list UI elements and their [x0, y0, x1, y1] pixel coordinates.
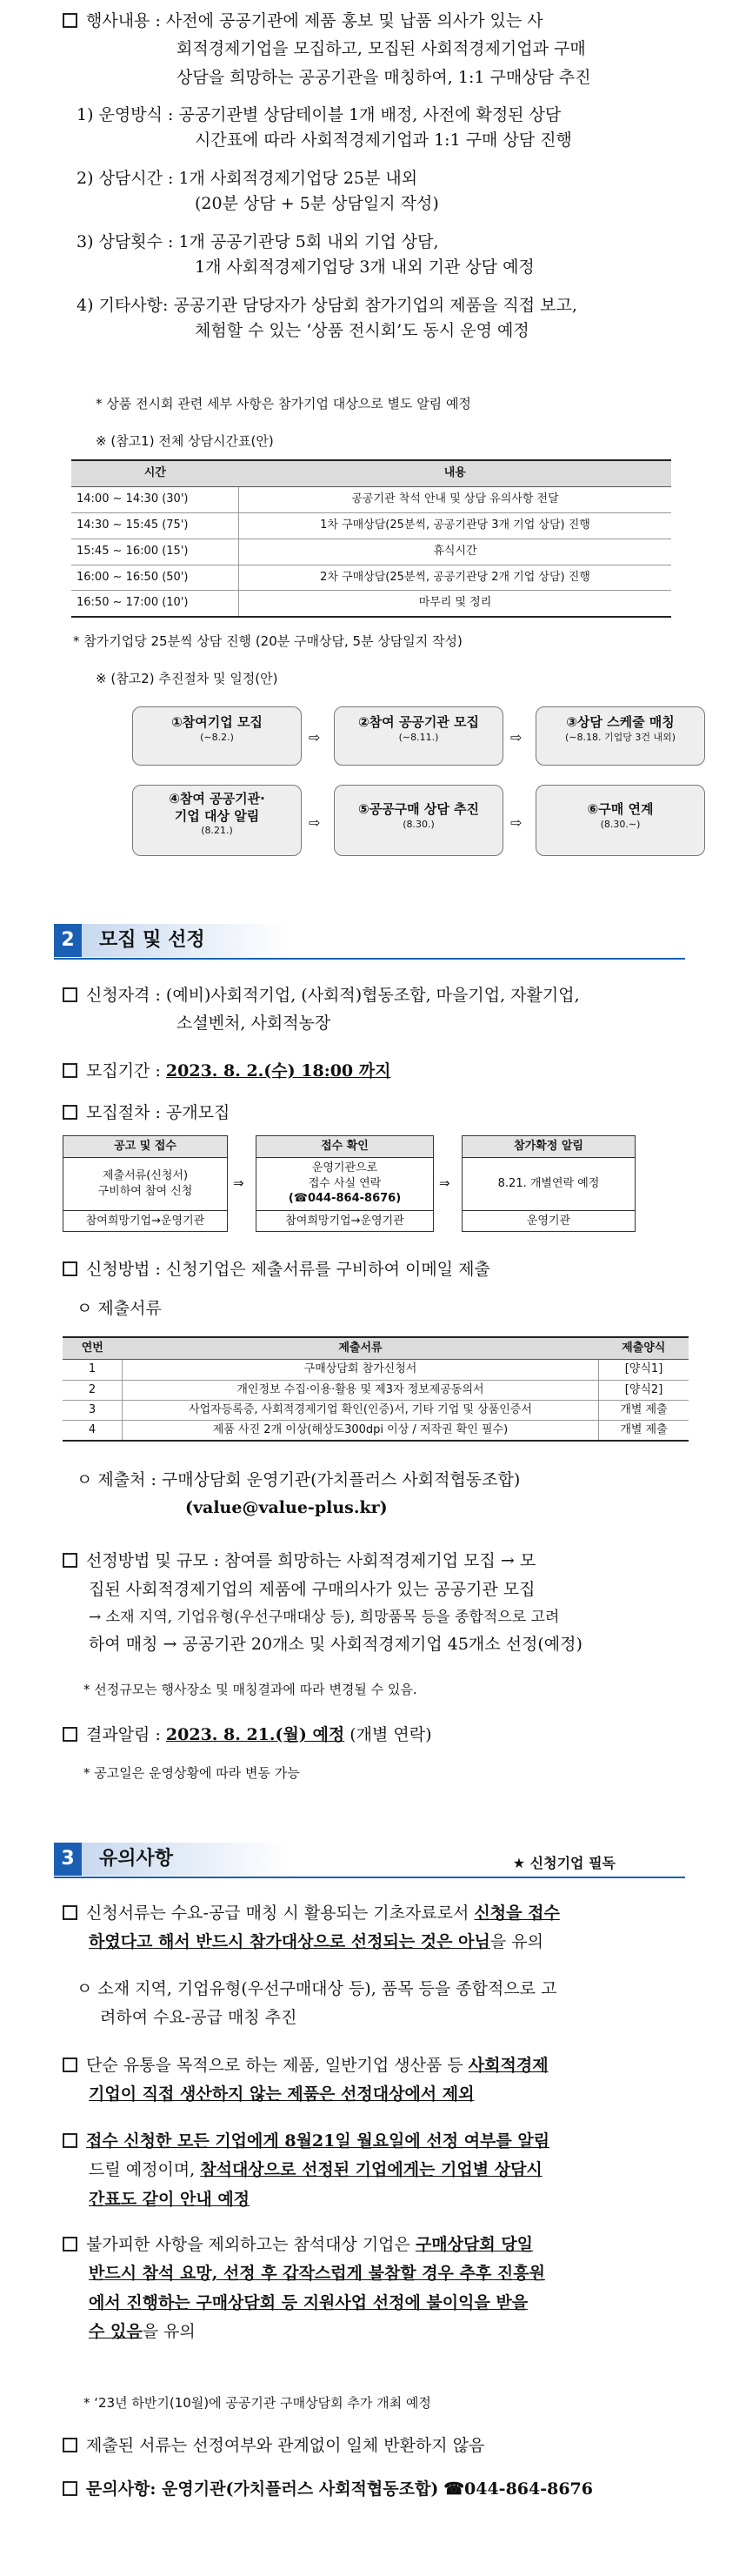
notice-text: 드릴 예정이며,: [89, 2160, 201, 2180]
must-read-note: ★ 신청기업 필독: [512, 1855, 616, 1871]
note-exhibition: * 상품 전시회 관련 세부 사항은 참가기업 대상으로 별도 알림 예정: [96, 396, 471, 411]
procedure-step-2: [256, 1135, 434, 1232]
schedule-table: [71, 459, 671, 618]
item-label: 상담시간 :: [98, 168, 174, 188]
selection-text: 선정방법 및 규모 : 참여를 희망하는 사회적경제기업 모집 → 모: [86, 1551, 536, 1570]
detail-item: [77, 166, 702, 217]
notice-4-note: * ‘23년 하반기(10월)에 공공기관 구매상담회 추가 개최 예정: [83, 2395, 431, 2411]
section-2-header: [54, 924, 685, 959]
contact-label: 문의사항: 운영기관(가치플러스 사회적협동조합): [86, 2479, 439, 2499]
flow-step-title: ⑥구매 연계: [587, 801, 654, 817]
docs-name: 구매상담회 참가신청서: [123, 1360, 599, 1380]
schedule-time: 16:00 ∼ 16:50 (50'): [71, 565, 239, 591]
item-line: 1개 사회적경제기업당 25분 내외: [178, 168, 418, 188]
contact: [63, 2475, 593, 2503]
docs-title: ㅇ 제출서류: [77, 1299, 162, 1318]
procedure-label: 모집절차 : 공개모집: [86, 1103, 230, 1122]
checkbox-icon: [63, 2133, 77, 2148]
arrow-right-icon: ⇨: [309, 814, 321, 831]
checkbox-icon: [63, 2237, 77, 2251]
procedure: [63, 1099, 230, 1127]
notice-emphasis: 구매상담회 당일: [415, 2235, 534, 2254]
notice-emphasis: 수 있음: [89, 2321, 143, 2341]
schedule-time: 15:45 ∼ 16:00 (15'): [71, 539, 239, 565]
table-row: [71, 565, 671, 591]
docs-form: 개별 제출: [599, 1400, 689, 1420]
section-number: 2: [54, 924, 82, 957]
item-line: 1개 공공기관당 5회 내외 기업 상담,: [178, 231, 439, 251]
activity-label: 행사내용 :: [86, 11, 161, 30]
docs-no: 3: [63, 1400, 123, 1420]
activity-text-3: 상담을 희망하는 공공기관을 매칭하여, 1:1 구매상담 추진: [176, 67, 591, 87]
item-line: 공공기관별 상담테이블 1개 배정, 사전에 확정된 상담: [178, 105, 562, 124]
procedure-step-text: 구비하여 참여 신청: [97, 1184, 193, 1198]
qualification: [63, 981, 697, 1038]
apply-method: [63, 1255, 490, 1283]
checkbox-icon: [63, 1063, 77, 1078]
notice-text: 신청서류는 수요-공급 매칭 시 활용되는 기초자료로서: [86, 1904, 475, 1923]
procedure-step-1: [63, 1135, 228, 1232]
arrow-right-icon: ⇨: [309, 729, 321, 746]
detail-item: [77, 230, 702, 281]
notice-emphasis: 하였다고 해서 반드시 참가대상으로 선정되는 것은 아님: [89, 1932, 490, 1952]
checkbox-icon: [63, 1105, 77, 1120]
arrow-right-icon: ⇨: [510, 814, 523, 831]
procedure-diagram: [63, 1135, 689, 1231]
process-flow: [132, 706, 739, 889]
procedure-step-title: 접수 확인: [256, 1136, 433, 1158]
activity-text: 사전에 공공기관에 제품 홍보 및 납품 의사가 있는 사: [165, 11, 543, 30]
checkbox-icon: [63, 1261, 77, 1276]
notice-text: 을 유의: [489, 1932, 543, 1952]
checkbox-icon: [63, 1553, 77, 1568]
docs-name: 제품 사진 2개 이상(해상도300dpi 이상 / 저작권 확인 필수): [123, 1421, 599, 1442]
section-title: 모집 및 선정: [82, 924, 290, 957]
checkbox-icon: [63, 2438, 77, 2452]
notice-2: [63, 2051, 697, 2110]
notice-5: [63, 2432, 484, 2459]
flow-step-title: ⑤공공구매 상담 추진: [357, 801, 480, 817]
flow-step-date: (8.30.): [403, 818, 435, 830]
checkbox-icon: [63, 2481, 77, 2496]
docs-no: 1: [63, 1360, 123, 1380]
notice-sub-text: 려하여 수요-공급 매칭 추진: [100, 2008, 297, 2028]
flow-step-title: ②참여 공공기관 모집: [357, 714, 480, 730]
procedure-step-text: 접수 사실 연락: [308, 1176, 382, 1190]
notice-emphasis: 신청을 접수: [474, 1904, 560, 1923]
flow-step-title: ③상담 스케줄 매칭: [566, 714, 675, 730]
item-line: 1개 사회적경제기업당 3개 내외 기관 상담 예정: [195, 258, 535, 278]
table-row: [63, 1380, 689, 1400]
table-row: [63, 1421, 689, 1442]
notice-emphasis: 사회적경제: [468, 2056, 549, 2075]
schedule-time: 14:30 ∼ 15:45 (75'): [71, 512, 239, 539]
notice-1-sub: [77, 1975, 698, 2033]
docs-name: 사업자등록증, 사회적경제기업 확인(인증)서, 기타 기업 및 상품인증서: [123, 1400, 599, 1420]
procedure-step-actor: 운영기관: [463, 1210, 635, 1232]
period-value: 2023. 8. 2.(수) 18:00 까지: [165, 1061, 391, 1081]
flow-step-date: (∼8.2.): [200, 731, 234, 743]
schedule-time: 14:00 ∼ 14:30 (30'): [71, 486, 239, 512]
schedule-content: 1차 구매상담(25분씩, 공공기관당 3개 기업 상담) 진행: [239, 512, 672, 539]
flow-step-5: [334, 785, 503, 856]
flow-step-2: [334, 706, 503, 766]
item-number: 4): [77, 295, 94, 315]
section-3-header: [54, 1843, 685, 1877]
procedure-step-title: 공고 및 접수: [63, 1136, 227, 1158]
flow-step-6: [536, 785, 705, 856]
flow-step-date: (∼8.11.): [398, 731, 439, 743]
flow-step-title: ④참여 공공기관·: [169, 791, 265, 806]
schedule-header-content: 내용: [239, 460, 672, 486]
item-number: 1): [77, 105, 94, 124]
selection-text: 집된 사회적경제기업의 제품에 구매의사가 있는 공공기관 모집: [89, 1580, 536, 1600]
item-number: 3): [77, 231, 94, 251]
notice-text: 을 유의: [142, 2321, 196, 2341]
schedule-table-wrap: [54, 459, 671, 618]
notice-emphasis: 접수 신청한 모든 기업에게 8월21일 월요일에 선정 여부를 알림: [86, 2131, 550, 2151]
notice-emphasis: 기업이 직접 생산하지 않는 제품은 선정대상에서 제외: [89, 2084, 475, 2104]
detail-item: [77, 293, 702, 345]
qual-label: 신청자격 :: [86, 986, 161, 1005]
qual-text-2: 소셜벤처, 사회적농장: [176, 1014, 331, 1034]
ref1-title: ※ (참고1) 전체 상담시간표(안): [96, 433, 274, 449]
activity-text-2: 회적경제기업을 모집하고, 모집된 사회적경제기업과 구매: [176, 39, 586, 59]
flow-step-date: (8.21.): [201, 825, 233, 836]
item-line: (20분 상담 + 5분 상담일지 작성): [195, 194, 439, 214]
detail-item: [77, 103, 702, 154]
result-label: 결과알림 :: [86, 1725, 161, 1744]
docs-header-form: 제출양식: [599, 1337, 689, 1360]
submit-to: [77, 1466, 520, 1522]
docs-no: 4: [63, 1421, 123, 1442]
checkbox-icon: [63, 13, 77, 28]
notice-text: 제출된 서류는 선정여부와 관계없이 일체 반환하지 않음: [86, 2436, 485, 2455]
schedule-content: 휴식시간: [239, 539, 672, 565]
notice-sub-text: ㅇ 소재 지역, 기업유형(우선구매대상 등), 품목 등을 종합적으로 고: [77, 1979, 557, 1998]
docs-table: [63, 1336, 689, 1442]
procedure-step-title: 참가확정 알림: [463, 1136, 635, 1158]
ref2-title: ※ (참고2) 추진절차 및 일정(안): [96, 671, 278, 686]
procedure-step-text: 8.21. 개별연락 예정: [497, 1176, 600, 1190]
checkbox-icon: [63, 2057, 77, 2072]
selection-text: 하여 매칭 → 공공기관 20개소 및 사회적경제기업 45개소 선정(예정): [89, 1635, 583, 1655]
flow-step-title: ①참여기업 모집: [171, 714, 263, 730]
notice-text: 불가피한 사항을 제외하고는 참석대상 기업은: [86, 2235, 416, 2254]
notice-3: [63, 2127, 697, 2214]
docs-form: [양식2]: [599, 1380, 689, 1400]
section-divider: [54, 1877, 685, 1878]
period: [63, 1057, 390, 1085]
schedule-time: 16:50 ∼ 17:00 (10'): [71, 591, 239, 617]
notice-4: [63, 2231, 697, 2346]
item-line: 공공기관 담당자가 상담회 참가기업의 제품을 직접 보고,: [173, 295, 577, 315]
apply-method-text: 신청방법 : 신청기업은 제출서류를 구비하여 이메일 제출: [86, 1260, 490, 1279]
procedure-step-3: [462, 1135, 636, 1232]
result-notice: [63, 1721, 432, 1749]
procedure-step-text: 운영기관으로: [311, 1161, 378, 1175]
table-row: [63, 1400, 689, 1420]
notice-emphasis: 참석대상으로 선정된 기업에게는 기업별 상담시: [200, 2160, 543, 2180]
item-label: 기타사항:: [98, 295, 169, 315]
note-session: * 참가기업당 25분씩 상담 진행 (20분 구매상담, 5분 상담일지 작성): [73, 633, 463, 649]
notice-emphasis: 에서 진행하는 구매상담회 등 지원사업 선정에 불이익을 받을: [89, 2292, 529, 2312]
item-line: 체험할 수 있는 ‘상품 전시회’도 동시 운영 예정: [195, 321, 529, 341]
notice-text: 단순 유통을 목적으로 하는 제품, 일반기업 생산품 등: [86, 2056, 469, 2075]
result-note: * 공고일은 운영상황에 따라 변동 가능: [83, 1765, 300, 1781]
selection-text: → 소재 지역, 기업유형(우선구매대상 등), 희망품목 등을 종합적으로 고려: [89, 1608, 560, 1626]
procedure-step-text: 제출서류(신청서): [102, 1169, 189, 1182]
submit-label: ㅇ 제출처 : 구매상담회 운영기관(가치플러스 사회적협동조합): [77, 1470, 521, 1489]
item-label: 상담횟수 :: [98, 231, 174, 251]
docs-no: 2: [63, 1380, 123, 1400]
item-number: 2): [77, 168, 94, 188]
period-label: 모집기간 :: [86, 1061, 161, 1081]
item-line: 시간표에 따라 사회적경제기업과 1:1 구매 상담 진행: [195, 130, 572, 151]
flow-step-4: [132, 785, 302, 856]
arrow-right-icon: ⇨: [510, 729, 523, 746]
selection-note: * 선정규모는 행사장소 및 매칭결과에 따라 변경될 수 있음.: [83, 1682, 417, 1697]
flow-step-date: (8.30.∼): [600, 818, 641, 830]
schedule-content: 2차 구매상담(25분씩, 공공기관당 2개 기업 상담) 진행: [239, 565, 672, 591]
schedule-header-time: 시간: [71, 460, 239, 486]
flow-step-1: [132, 706, 302, 766]
arrow-right-icon: ⇒: [439, 1175, 450, 1191]
selection-method: [63, 1547, 697, 1660]
section-title: 유의사항: [82, 1843, 290, 1876]
item-label: 운영방식 :: [98, 105, 174, 124]
flow-step-title: 기업 대상 알림: [174, 807, 260, 824]
notice-emphasis: 간표도 같이 안내 예정: [89, 2189, 250, 2209]
docs-table-wrap: [63, 1336, 689, 1442]
flow-step-date: (∼8.18. 기업당 3건 내외): [564, 731, 676, 743]
schedule-content: 마무리 및 정리: [239, 591, 672, 617]
table-row: [63, 1360, 689, 1380]
table-row: [71, 539, 671, 565]
contact-phone[interactable]: ☎044-864-8676: [443, 2479, 593, 2499]
docs-form: [양식1]: [599, 1360, 689, 1380]
phone-number: (☎044-864-8676): [288, 1192, 402, 1206]
procedure-step-actor: 참여희망기업→운영기관: [63, 1210, 227, 1232]
qual-text: (예비)사회적기업, (사회적)협동조합, 마을기업, 자활기업,: [165, 986, 580, 1005]
section-divider: [54, 958, 685, 960]
table-row: [71, 591, 671, 617]
table-row: [71, 486, 671, 512]
docs-header-name: 제출서류: [123, 1337, 599, 1360]
docs-name: 개인정보 수집·이용·활용 및 제3자 정보제공동의서: [123, 1380, 599, 1400]
result-value: 2023. 8. 21.(월) 예정: [165, 1725, 345, 1744]
table-row: [71, 512, 671, 539]
detail-items: [77, 103, 702, 345]
notice-1: [63, 1899, 697, 1957]
schedule-content: 공공기관 착석 안내 및 상담 유의사항 전달: [239, 486, 672, 512]
submit-email[interactable]: (value@value-plus.kr): [185, 1498, 388, 1518]
docs-header-no: 연번: [63, 1337, 123, 1360]
checkbox-icon: [63, 1727, 77, 1742]
flow-step-3: [536, 706, 705, 766]
checkbox-icon: [63, 1905, 77, 1920]
checkbox-icon: [63, 987, 77, 1002]
result-suffix: (개별 연락): [350, 1725, 432, 1744]
docs-form: 개별 제출: [599, 1421, 689, 1442]
procedure-step-actor: 참여희망기업→운영기관: [256, 1210, 433, 1232]
notice-emphasis: 반드시 참석 요망, 선정 후 갑작스럽게 불참할 경우 추후 진흥원: [89, 2264, 545, 2284]
arrow-right-icon: ⇒: [233, 1175, 244, 1191]
event-details: [63, 7, 689, 91]
section-number: 3: [54, 1843, 82, 1876]
